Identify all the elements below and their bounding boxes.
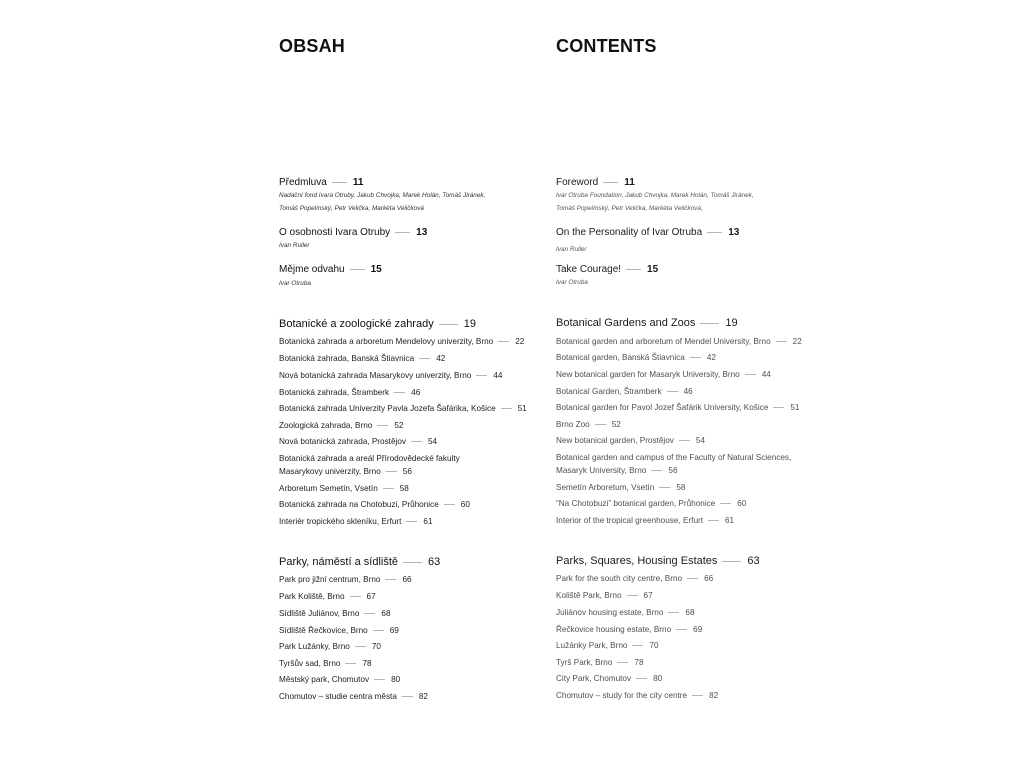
front-entry-text: Mějme odvahu <box>279 264 345 275</box>
front-entry-authors <box>556 206 703 212</box>
leader-rule <box>374 679 385 680</box>
toc-entry <box>279 660 372 668</box>
front-entry-authors <box>279 281 311 287</box>
toc-entry <box>279 338 524 346</box>
toc-entry <box>556 517 734 525</box>
leader-rule <box>626 269 641 270</box>
page-number: 15 <box>647 264 659 275</box>
page-number: 13 <box>728 227 740 238</box>
toc-entry <box>556 338 802 346</box>
page-number: 46 <box>683 387 693 396</box>
toc-entry-text: Masarykovy univerzity, Brno <box>279 467 381 476</box>
page-number: 70 <box>371 642 381 651</box>
page-number: 52 <box>611 420 621 429</box>
leader-rule <box>603 182 618 183</box>
front-entry-authors <box>556 193 754 199</box>
toc-entry-text: Botanical garden and arboretum of Mendel University, Brno <box>556 337 771 346</box>
toc-entry <box>556 354 716 362</box>
toc-entry <box>279 501 470 509</box>
page-number: 82 <box>709 691 719 700</box>
page-number: 42 <box>436 354 446 363</box>
front-entry-text: On the Personality of Ivar Otruba <box>556 227 703 238</box>
page-number: 78 <box>634 658 644 667</box>
toc-entry <box>279 643 381 651</box>
front-entry-text: Foreword <box>556 177 599 188</box>
page-number: 56 <box>668 466 678 475</box>
page-number: 54 <box>427 437 438 446</box>
toc-entry-text: New botanical garden for Masaryk University, Brno <box>556 370 740 379</box>
page-number: 63 <box>428 556 441 568</box>
toc-entry <box>556 675 662 683</box>
leader-rule <box>627 595 638 596</box>
toc-entry-text: Botanical Garden, Štramberk <box>556 387 662 396</box>
page-number: 56 <box>402 467 412 476</box>
front-entry-authors <box>279 193 485 199</box>
toc-entry <box>279 355 445 363</box>
toc-entry-text: Botanická zahrada na Chotobuzi, Průhonice <box>279 500 439 509</box>
page-number: 22 <box>515 337 525 346</box>
leader-rule <box>386 471 397 472</box>
toc-entry-text: “Na Chotobuzi” botanical garden, Průhonice <box>556 499 716 508</box>
section-heading-text: Botanical Gardens and Zoos <box>556 317 696 329</box>
front-entry-text: Take Courage! <box>556 264 622 275</box>
front-entry-authors-text: Tomáš Popelínský, Petr Velička, Markéta Veličková <box>279 205 424 212</box>
toc-entry-text: Botanická zahrada Univerzity Pavla Jozefa Šafárika, Košice <box>279 404 496 413</box>
toc-entry-text: Botanical garden, Banská Štiavnica <box>556 353 685 362</box>
toc-entry-text: Park pro jižní centrum, Brno <box>279 575 381 584</box>
page-number: 58 <box>399 484 409 493</box>
page-number: 80 <box>391 675 401 684</box>
leader-rule <box>722 561 741 562</box>
page-number: 61 <box>423 517 433 526</box>
toc-entry <box>556 659 644 667</box>
toc-entry-text: Tyrš Park, Brno <box>556 658 613 667</box>
page-number: 51 <box>517 404 527 413</box>
leader-rule <box>676 629 687 630</box>
toc-entry-text: Juliánov housing estate, Brno <box>556 608 664 617</box>
toc-entry-text: Řečkovice housing estate, Brno <box>556 625 672 634</box>
front-entry <box>279 228 427 238</box>
page-number: 44 <box>493 371 503 380</box>
section-heading-text: Parks, Squares, Housing Estates <box>556 555 718 567</box>
toc-entry-text: Městský park, Chomutov <box>279 675 370 684</box>
toc-entry-text: Park Lužánky, Brno <box>279 642 350 651</box>
toc-entry <box>279 518 433 526</box>
page-number: 54 <box>695 436 705 445</box>
leader-rule <box>332 182 347 183</box>
leader-rule <box>668 612 679 613</box>
toc-entry <box>556 388 693 396</box>
toc-entry <box>556 500 746 508</box>
front-entry-authors-text: Ivan Ruller <box>556 246 587 253</box>
leader-rule <box>395 232 410 233</box>
page-number: 60 <box>460 500 470 509</box>
toc-entry-text: Tyršův sad, Brno <box>279 659 341 668</box>
leader-rule <box>651 470 662 471</box>
toc-entry-text: Botanická zahrada, Banská Štiavnica <box>279 354 415 363</box>
leader-rule <box>667 391 678 392</box>
page-number: 68 <box>685 608 695 617</box>
section-heading-text: Botanické a zoologické zahrady <box>279 318 434 330</box>
page-number: 58 <box>676 483 686 492</box>
leader-rule <box>692 695 703 696</box>
page-number: 80 <box>653 674 663 683</box>
page-number: 51 <box>790 403 800 412</box>
toc-entry <box>556 437 705 445</box>
front-entry-authors-text: Ivan Ruller <box>279 242 310 249</box>
front-entry <box>556 265 658 275</box>
front-entry <box>556 228 739 238</box>
front-entry-authors-text: Nadační fond Ivara Otruby, Jakub Chvojka, Marek Holán, Tomáš Jiránek, <box>279 192 486 199</box>
leader-rule <box>690 357 701 358</box>
toc-entry-text: Nová botanická zahrada Masarykovy univerzity, Brno <box>279 371 472 380</box>
leader-rule <box>687 578 698 579</box>
toc-entry-text: Interior of the tropical greenhouse, Erfurt <box>556 516 703 525</box>
toc-entry <box>279 455 460 463</box>
leader-rule <box>403 562 422 563</box>
page-number: 44 <box>761 370 771 379</box>
toc-entry-text: Semetín Arboretum, Vsetín <box>556 483 655 492</box>
toc-entry <box>279 468 412 476</box>
page-number: 19 <box>725 317 738 329</box>
leader-rule <box>364 613 375 614</box>
front-entry-authors-text: Ivar Otruba <box>279 280 311 287</box>
leader-rule <box>636 678 647 679</box>
toc-entry <box>556 642 659 650</box>
page-number: 46 <box>411 388 421 397</box>
toc-entry-text: Chomutov – study for the city centre <box>556 691 688 700</box>
page-title-czech: OBSAH <box>279 36 346 56</box>
front-entry-authors <box>556 247 587 253</box>
toc-entry-text: New botanical garden, Prostějov <box>556 436 674 445</box>
leader-rule <box>394 392 405 393</box>
toc-entry <box>279 676 400 684</box>
toc-entry-text: Botanická zahrada a arboretum Mendelovy univerzity, Brno <box>279 337 494 346</box>
front-entry-authors <box>279 243 310 249</box>
leader-rule <box>720 503 731 504</box>
toc-entry-text: Zoologická zahrada, Brno <box>279 421 373 430</box>
page-title-english: CONTENTS <box>556 36 657 56</box>
front-entry-authors-text: Ivar Otruba <box>556 279 588 286</box>
page-number: 13 <box>416 227 428 238</box>
toc-entry-text: Nová botanická zahrada, Prostějov <box>279 437 406 446</box>
toc-entry <box>556 467 678 475</box>
toc-entry <box>556 575 713 583</box>
toc-entry-text: Masaryk University, Brno <box>556 466 647 475</box>
leader-rule <box>708 520 719 521</box>
front-entry <box>279 178 363 188</box>
toc-entry <box>556 371 771 379</box>
toc-entry-text: Botanical garden and campus of the Faculty of Natural Sciences, <box>556 453 792 462</box>
leader-rule <box>659 487 670 488</box>
toc-entry <box>279 627 399 635</box>
toc-entry <box>279 389 420 397</box>
toc-entry <box>556 692 718 700</box>
front-entry-authors <box>556 280 588 286</box>
page-number: 78 <box>362 659 372 668</box>
toc-entry <box>279 422 403 430</box>
page-number: 69 <box>693 625 703 634</box>
front-entry <box>556 178 635 188</box>
leader-rule <box>707 232 722 233</box>
front-entry-authors-text: Tomáš Popelínský, Petr Velička, Markéta Veličková, <box>556 205 703 212</box>
toc-entry-text: Lužánky Park, Brno <box>556 641 628 650</box>
toc-entry-text: Botanická zahrada a areál Přírodovědecké fakulty <box>279 454 460 463</box>
toc-entry-text: Botanical garden for Pavol Jozef Šafárik University, Košice <box>556 403 769 412</box>
toc-entry <box>279 405 527 413</box>
page-number: 63 <box>747 555 760 567</box>
toc-entry <box>556 626 702 634</box>
leader-rule <box>350 596 361 597</box>
leader-rule <box>419 358 430 359</box>
leader-rule <box>439 324 458 325</box>
toc-entry-text: Park Koliště, Brno <box>279 592 345 601</box>
section-heading <box>279 319 476 330</box>
page-number: 15 <box>370 264 382 275</box>
toc-entry-text: Park for the south city centre, Brno <box>556 574 683 583</box>
leader-rule <box>679 440 690 441</box>
page-number: 61 <box>725 516 735 525</box>
leader-rule <box>345 663 356 664</box>
page-number: 52 <box>394 421 404 430</box>
toc-entry <box>279 576 412 584</box>
leader-rule <box>383 488 394 489</box>
toc-entry <box>279 593 376 601</box>
leader-rule <box>476 375 487 376</box>
leader-rule <box>776 341 787 342</box>
leader-rule <box>745 374 756 375</box>
front-entry-text: O osobnosti Ivara Otruby <box>279 227 391 238</box>
page-number: 66 <box>402 575 412 584</box>
section-heading <box>279 557 440 568</box>
section-heading-text: Parky, náměstí a sídliště <box>279 556 399 568</box>
leader-rule <box>350 269 365 270</box>
leader-rule <box>355 646 366 647</box>
leader-rule <box>373 630 384 631</box>
page-number: 42 <box>706 353 716 362</box>
leader-rule <box>402 696 413 697</box>
toc-entry-text: Sídliště Řečkovice, Brno <box>279 626 368 635</box>
toc-entry-text: Brno Zoo <box>556 420 590 429</box>
page-number: 82 <box>418 692 428 701</box>
leader-rule <box>617 662 628 663</box>
toc-entry-text: City Park, Chomutov <box>556 674 632 683</box>
page-number: 19 <box>463 318 476 330</box>
front-entry-authors-text: Ivar Otruba Foundation, Jakub Chvojka, Marek Holán, Tomáš Jiránek, <box>556 192 754 199</box>
toc-entry-text: Interiér tropického skleníku, Erfurt <box>279 517 402 526</box>
leader-rule <box>411 441 422 442</box>
leader-rule <box>595 424 606 425</box>
toc-entry <box>279 438 437 446</box>
leader-rule <box>632 645 643 646</box>
toc-entry <box>279 485 409 493</box>
leader-rule <box>444 504 455 505</box>
toc-entry-text: Koliště Park, Brno <box>556 591 622 600</box>
toc-entry <box>556 592 653 600</box>
toc-entry <box>556 421 621 429</box>
page-number: 11 <box>352 177 364 188</box>
page-number: 70 <box>649 641 659 650</box>
toc-entry-text: Chomutov – studie centra města <box>279 692 397 701</box>
leader-rule <box>501 408 512 409</box>
leader-rule <box>773 407 784 408</box>
toc-entry-text: Sídliště Juliánov, Brno <box>279 609 360 618</box>
toc-entry <box>279 372 502 380</box>
front-entry-text: Předmluva <box>279 177 327 188</box>
page-number: 67 <box>366 592 376 601</box>
page-number: 60 <box>737 499 747 508</box>
toc-entry <box>556 484 685 492</box>
leader-rule <box>377 425 388 426</box>
page-number: 66 <box>704 574 714 583</box>
toc-entry-text: Arboretum Semetín, Vsetín <box>279 484 378 493</box>
section-heading <box>556 318 738 329</box>
toc-entry <box>556 454 791 462</box>
leader-rule <box>385 579 396 580</box>
section-heading <box>556 556 760 567</box>
page-number: 68 <box>381 609 391 618</box>
toc-entry <box>279 610 391 618</box>
page-number: 69 <box>389 626 399 635</box>
front-entry-authors <box>279 206 424 212</box>
front-entry <box>279 265 382 275</box>
leader-rule <box>700 323 719 324</box>
toc-entry-text: Botanická zahrada, Štramberk <box>279 388 390 397</box>
page-number: 11 <box>624 177 635 188</box>
toc-entry <box>279 693 428 701</box>
page-number: 67 <box>643 591 653 600</box>
toc-entry <box>556 609 695 617</box>
leader-rule <box>498 341 509 342</box>
page-number: 22 <box>792 337 802 346</box>
toc-entry <box>556 404 799 412</box>
leader-rule <box>406 521 417 522</box>
